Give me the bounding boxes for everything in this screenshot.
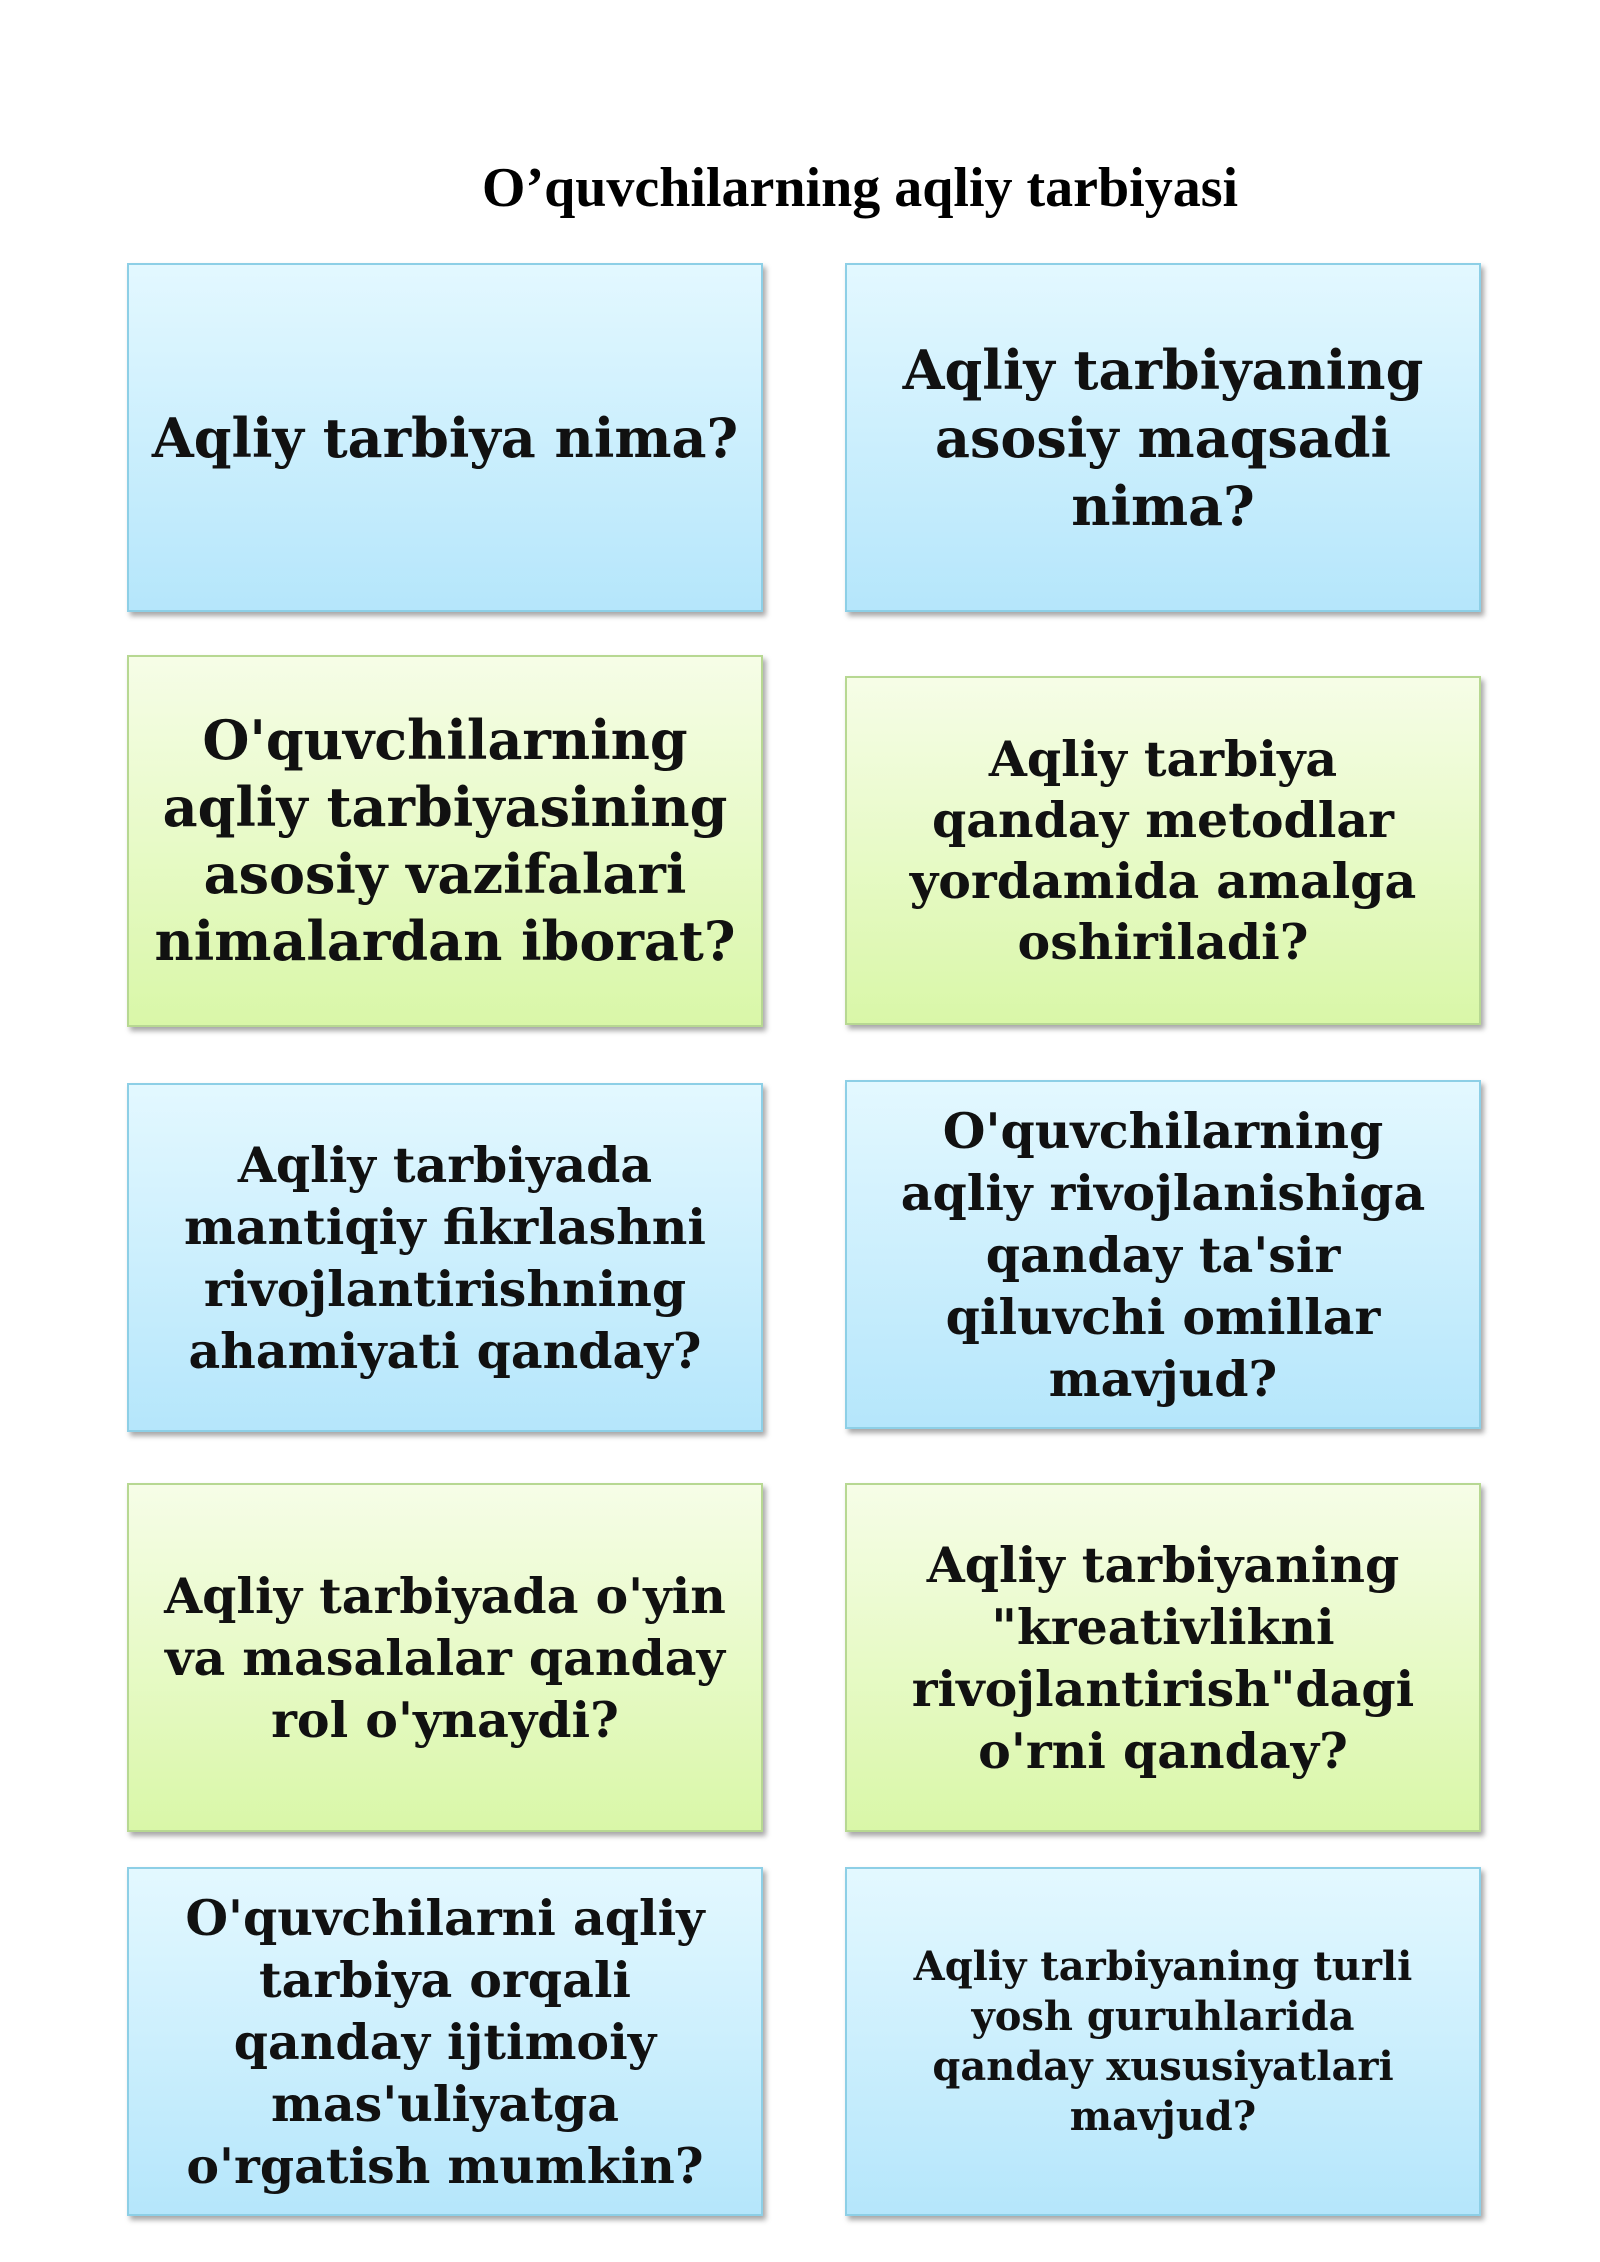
question-card-3 (127, 655, 763, 1027)
question-text: Aqliy tarbiyaning turli yosh guruhlarida qanday xususiyatlari mavjud? (913, 1942, 1413, 2140)
question-card-8 (845, 1483, 1481, 1832)
question-text: Aqliy tarbiya qanday metodlar yordamida amalga oshiriladi? (909, 729, 1417, 971)
question-text: Aqliy tarbiyaning "kreativlikni rivojlantirish"dagi o'rni qanday? (911, 1535, 1415, 1780)
question-card-9 (127, 1867, 763, 2216)
question-card-6 (845, 1080, 1481, 1429)
question-card-1 (127, 263, 763, 612)
question-text: O'quvchilarning aqliy tarbiyasining asosiy vazifalari nimalardan iborat? (154, 708, 736, 973)
question-card-2 (845, 263, 1481, 612)
question-text: Aqliy tarbiya nima? (151, 405, 739, 470)
question-text: O'quvchilarni aqliy tarbiya orqali qanday ijtimoiy mas'uliyatga o'rgatish mumkin? (185, 1888, 705, 2195)
question-text: Aqliy tarbiyada o'yin va masalalar qanday rol o'ynaydi? (164, 1566, 726, 1749)
page-title: O’quvchilarning aqliy tarbiyasi (481, 157, 1239, 219)
question-text: Aqliy tarbiyaning asosiy maqsadi nima? (902, 337, 1424, 538)
question-card-4 (845, 676, 1481, 1025)
question-text: O'quvchilarning aqliy rivojlanishiga qanday ta'sir qiluvchi omillar mavjud? (900, 1101, 1426, 1408)
question-card-10 (845, 1867, 1481, 2216)
question-card-5 (127, 1083, 763, 1432)
question-card-7 (127, 1483, 763, 1832)
question-text: Aqliy tarbiyada mantiqiy fikrlashni rivojlantirishning ahamiyati qanday? (183, 1135, 707, 1380)
